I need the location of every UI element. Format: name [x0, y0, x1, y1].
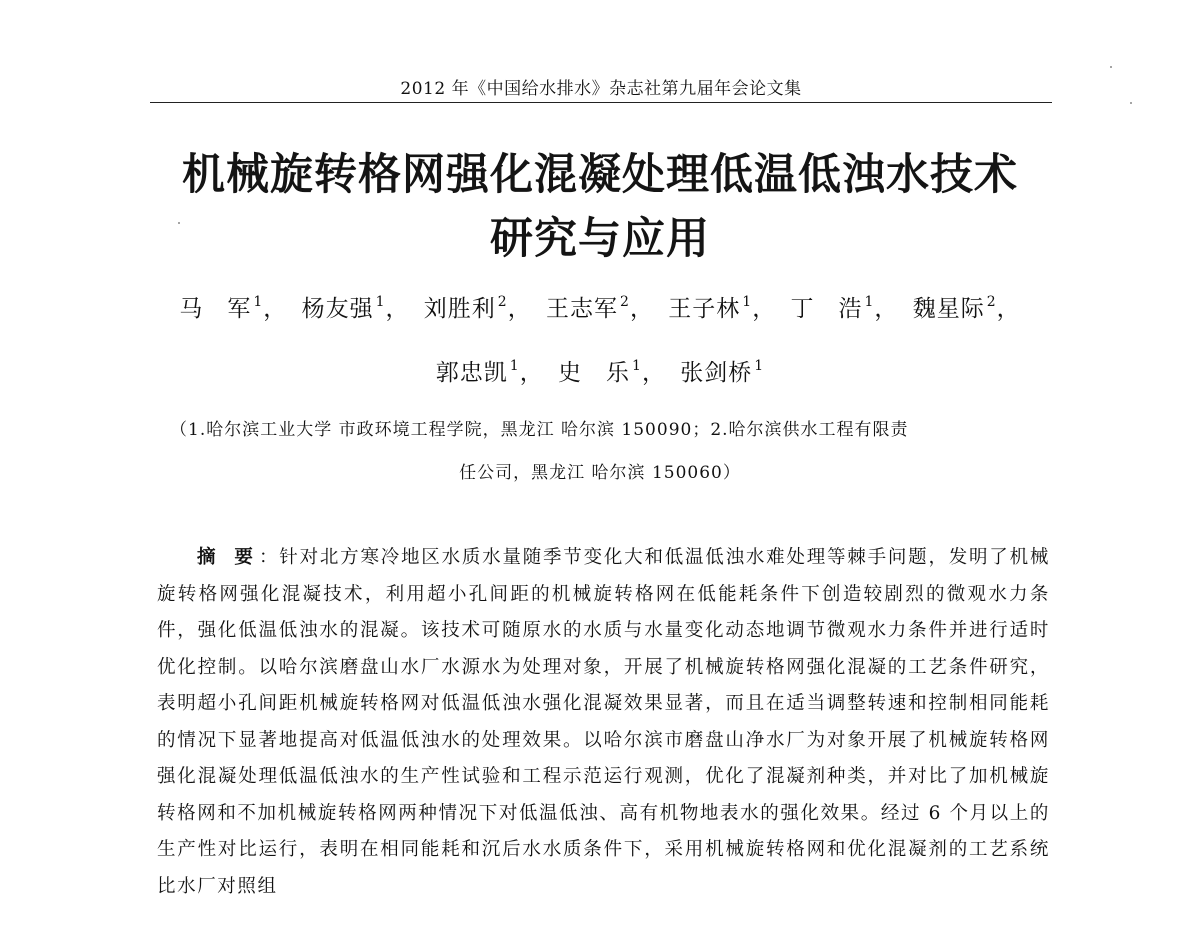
- author-affiliation-mark: 1: [509, 358, 520, 374]
- author-affiliation-mark: 2: [497, 294, 508, 310]
- author-affiliation-mark: 1: [632, 358, 642, 374]
- affiliations-line-1: （1.哈尔滨工业大学 市政环境工程学院，黑龙江 哈尔滨 150090；2.哈尔滨供水工程有限责: [170, 420, 909, 440]
- author-name: 王子林: [668, 296, 741, 322]
- paper-title-line-1: 机械旋转格网强化混凝处理低温低浊水技术: [182, 150, 1018, 200]
- author-affiliation-mark: 1: [253, 294, 264, 310]
- author-affiliation-mark: 1: [864, 294, 875, 310]
- author-name: 张剑桥: [680, 360, 753, 386]
- header-rule: [150, 102, 1052, 103]
- author: [546, 296, 630, 322]
- author-name: 王志军: [546, 296, 619, 322]
- running-header: 2012 年《中国给水排水》杂志社第九届年会论文集: [400, 79, 802, 99]
- author: [179, 296, 263, 322]
- author-list-line-2: 郭忠凯 $^1$， 史 乐 $^1$， 张剑桥 $^1$: [435, 358, 765, 386]
- scan-speck: [1110, 66, 1112, 68]
- author: [913, 296, 997, 322]
- abstract-label: 摘 要: [197, 547, 259, 568]
- author-name: 丁 浩: [790, 296, 863, 322]
- author-list-line-1: 马 军 $^1$， 杨友强 $^1$， 刘胜利 $^2$， 王志军 $^2$， 王子林 $^1$， 丁 浩 $^1$， 魏星际 $^2$，: [179, 294, 1021, 322]
- author-affiliation-mark: 2: [986, 294, 997, 310]
- author: [436, 360, 520, 386]
- author-affiliation-mark: 1: [742, 294, 753, 310]
- author-name: 刘胜利: [423, 296, 496, 322]
- affiliations-line-2: 任公司，黑龙江 哈尔滨 150060）: [459, 463, 741, 483]
- author: [668, 296, 752, 322]
- author-affiliation-mark: 1: [754, 358, 765, 374]
- abstract: [157, 540, 1050, 905]
- author: [680, 360, 764, 386]
- author-name: 郭忠凯: [435, 360, 508, 386]
- paper-title-line-2: 研究与应用: [490, 214, 710, 264]
- author-affiliation-mark: 1: [375, 294, 386, 310]
- author-name: 魏星际: [912, 296, 985, 322]
- author: [424, 296, 508, 322]
- abstract-colon: ：: [259, 547, 280, 568]
- author-name: 马 军: [179, 296, 252, 322]
- author: [558, 360, 642, 386]
- abstract-text: 针对北方寒冷地区水质水量随季节变化大和低温低浊水难处理等棘手问题，发明了机械旋转格网强化混凝技术，利用超小孔间距的机械旋转格网在低能耗条件下创造较剧烈的微观水力条件，强化低温低浊水的混凝。该技术可随原水的水质与水量变化动态地调节微观水力条件并进行适时优化控制。以哈尔滨磨盘山水厂水源水为处理对象，开展了机械旋转格网强化混凝的工艺条件研究，表明超小孔间距机械旋转格网对低温低浊水强化混凝效果显著，而且在适当调整转速和控制相同能耗的情况下显著地提高对低温低浊水的处理效果。以哈尔滨市磨盘山净水厂为对象开展了机械旋转格网强化混凝处理低温低浊水的生产性试验和工程示范运行观测，优化了混凝剂种类，并对比了加机械旋转格网和不加机械旋转格网两种情况下对低温低浊、高有机物地表水的强化效果。经过 6 个月以上的生产性对比运行，表明在相同能耗和沉后水水质条件下，采用机械旋转格网和优化混凝剂的工艺系统比水厂对照组: [157, 547, 1050, 897]
- scan-speck: [178, 222, 180, 224]
- author: [791, 296, 875, 322]
- scan-speck: [1130, 102, 1132, 104]
- author-affiliation-mark: 2: [620, 294, 630, 310]
- author-name: 史 乐: [558, 360, 631, 386]
- author-name: 杨友强: [301, 296, 374, 322]
- author: [302, 296, 386, 322]
